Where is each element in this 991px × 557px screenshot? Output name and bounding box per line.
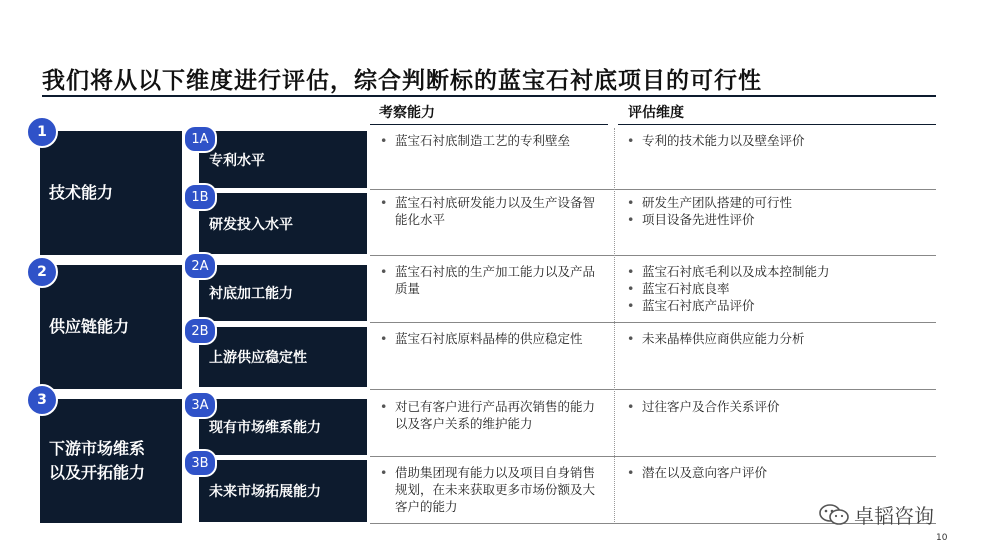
category-number-badge: 2 [26,256,58,288]
capability-cell [380,464,605,515]
column-header-capability: 考察能力 [379,105,435,121]
dimension-cell [627,398,932,415]
dimension-cell [627,194,932,228]
capability-cell [380,194,605,228]
wechat-icon [818,503,850,527]
dimension-item: • 蓝宝石衬底良率 [627,280,932,297]
subdimension-label: 研发投入水平 [209,216,293,233]
capability-item: • 蓝宝石衬底的生产加工能力以及产品质量 [380,263,605,297]
capability-item: • 蓝宝石衬底研发能力以及生产设备智能化水平 [380,194,605,228]
capability-cell [380,132,605,149]
watermark-text: 卓韬咨询 [854,504,934,528]
subdimension-label: 专利水平 [209,152,265,169]
row-divider [370,255,936,256]
capability-cell [380,398,605,432]
subdimension-label: 衬底加工能力 [209,286,293,302]
subdimension-code-badge: 2A [183,252,217,280]
category-label: 技术能力 [49,183,114,202]
dimension-item: • 蓝宝石衬底产品评价 [627,297,932,314]
title-divider [42,95,936,97]
row-divider [370,322,936,323]
subdimension-code-badge: 1B [183,183,217,211]
subdimension-code-badge: 2B [183,317,217,345]
dimension-cell [627,132,932,149]
subdimension-block [199,460,367,522]
capability-cell [380,263,605,297]
dimension-cell [627,464,932,481]
capability-cell [380,330,605,347]
column-header-dimension: 评估维度 [628,105,684,121]
subdimension-block [199,131,367,188]
subdimension-label: 上游供应稳定性 [209,350,307,366]
category-number-badge: 3 [26,384,58,416]
category-block-tech [40,131,182,255]
category-number-badge: 1 [26,116,58,148]
row-divider [370,189,936,190]
dimension-item: • 专利的技术能力以及壁垒评价 [627,132,932,149]
subdimension-code-badge: 3A [183,391,217,419]
capability-item: • 借助集团现有能力以及项目自身销售规划，在未来获取更多市场份额及大客户的能力 [380,464,605,515]
subdimension-block [199,265,367,321]
page-number: 10 [936,533,948,543]
category-label: 供应链能力 [49,317,130,336]
capability-item: • 对已有客户进行产品再次销售的能力以及客户关系的维护能力 [380,398,605,432]
dimension-item: • 项目设备先进性评价 [627,211,932,228]
watermark [818,500,934,529]
capability-item: • 蓝宝石衬底制造工艺的专利壁垒 [380,132,605,149]
column-header-rule-capability [370,124,608,125]
dimension-item: • 潜在以及意向客户评价 [627,464,932,481]
row-divider [370,389,936,390]
subdimension-code-badge: 1A [183,125,217,153]
subdimension-label: 现有市场维系能力 [209,420,321,436]
column-header-rule-dimension [618,124,936,125]
dimension-item: • 未来晶棒供应商供应能力分析 [627,330,932,347]
category-block-supply [40,265,182,389]
column-divider [614,128,615,522]
subdimension-block [199,327,367,387]
row-divider [370,456,936,457]
dimension-cell [627,330,932,347]
capability-item: • 蓝宝石衬底原料晶棒的供应稳定性 [380,330,605,347]
dimension-item: • 蓝宝石衬底毛利以及成本控制能力 [627,263,932,280]
subdimension-block [199,193,367,254]
dimension-item: • 研发生产团队搭建的可行性 [627,194,932,211]
category-block-market [40,399,182,523]
dimension-item: • 过往客户及合作关系评价 [627,398,932,415]
subdimension-label: 未来市场拓展能力 [209,484,321,500]
category-label: 下游市场维系 以及开拓能力 [49,439,146,482]
dimension-cell [627,263,932,314]
page-title: 我们将从以下维度进行评估，综合判断标的蓝宝石衬底项目的可行性 [42,68,762,94]
subdimension-code-badge: 3B [183,449,217,477]
subdimension-block [199,399,367,455]
